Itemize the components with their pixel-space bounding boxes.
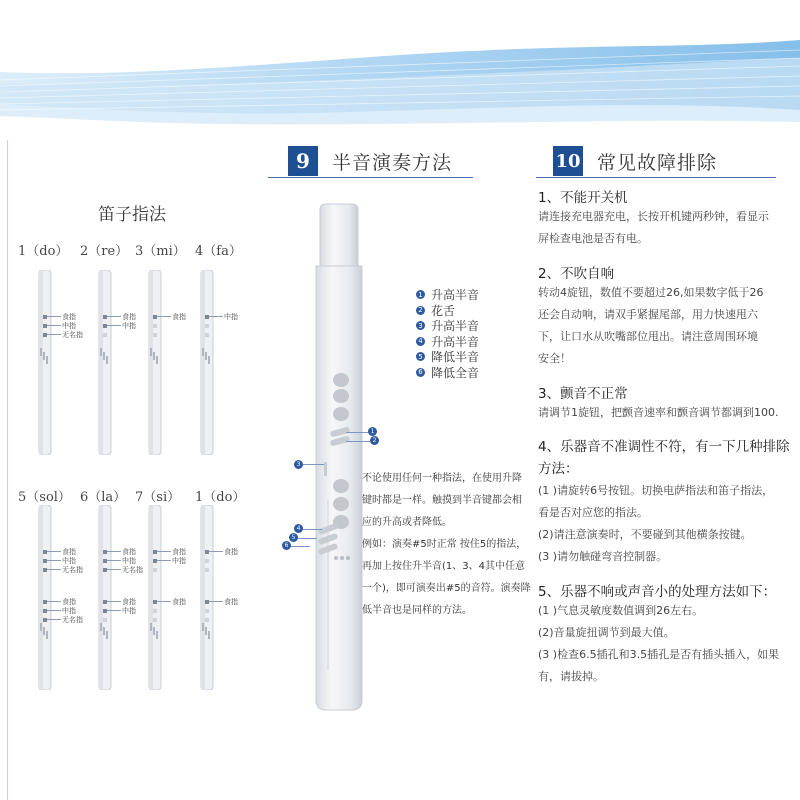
finger-label: 中指 bbox=[122, 557, 136, 565]
legend-item: 3 升高半音 bbox=[416, 318, 479, 334]
trouble-item: 5、乐器不响或声音小的处理方法如下： (1 )气息灵敏度数值调到26左右。 (2)音量旋扭调节到最大值。 (3 )检查6.5插孔和3.5插孔是否有插头插入，如果 有，请拔掉。 bbox=[538, 584, 780, 683]
tone-hole bbox=[333, 497, 349, 511]
label-leader bbox=[47, 601, 61, 602]
finger-label: 食指 bbox=[122, 313, 136, 321]
finger-label: 食指 bbox=[122, 598, 136, 606]
section-10-title: 常见故障排除 bbox=[597, 151, 718, 174]
label-leader bbox=[107, 610, 121, 611]
finger-label: 无名指 bbox=[62, 331, 83, 339]
legend-item: 5 降低半音 bbox=[416, 349, 479, 365]
label-leader bbox=[157, 551, 171, 552]
label-leader bbox=[209, 316, 223, 317]
marker-leader bbox=[288, 546, 310, 547]
legend-item: 4 升高半音 bbox=[416, 334, 479, 350]
note-label: 3（mi） bbox=[135, 244, 186, 259]
label-leader bbox=[107, 601, 121, 602]
semitone-legend bbox=[416, 287, 479, 380]
finger-label: 中指 bbox=[62, 607, 76, 615]
row1-note-labels bbox=[0, 240, 260, 258]
semitone-marker-4: 4 bbox=[294, 524, 303, 533]
finger-label: 食指 bbox=[122, 548, 136, 556]
marker-leader bbox=[295, 538, 317, 539]
finger-label: 食指 bbox=[224, 598, 238, 606]
fingering-title: 笛子指法 bbox=[98, 205, 166, 225]
finger-label: 中指 bbox=[62, 557, 76, 565]
finger-label: 中指 bbox=[172, 557, 186, 565]
label-leader bbox=[47, 551, 61, 552]
note-label: 1（do） bbox=[195, 490, 246, 505]
note-label: 6（la） bbox=[80, 490, 127, 505]
section-9-title: 半音演奏方法 bbox=[332, 151, 453, 174]
finger-hole bbox=[153, 609, 157, 613]
legend-item: 6 降低全音 bbox=[416, 365, 479, 381]
note-label: 5（sol） bbox=[18, 490, 71, 505]
finger-hole bbox=[153, 333, 157, 337]
finger-label: 中指 bbox=[62, 322, 76, 330]
label-leader bbox=[47, 619, 61, 620]
small-flute bbox=[197, 270, 217, 455]
trouble-item: 1、不能开关机 请连接充电器充电，长按开机键两秒钟，看显示 屏检查电池是否有电。 bbox=[538, 190, 769, 245]
semitone-marker-1: 1 bbox=[368, 427, 377, 436]
label-leader bbox=[157, 560, 171, 561]
label-leader bbox=[107, 316, 121, 317]
note-label: 2（re） bbox=[80, 244, 129, 259]
finger-label: 无名指 bbox=[62, 616, 83, 624]
left-margin-rule bbox=[7, 140, 8, 800]
finger-hole bbox=[153, 568, 157, 572]
section-9-header bbox=[288, 146, 452, 176]
troubleshooting-list bbox=[538, 186, 796, 688]
tone-hole bbox=[333, 389, 349, 403]
finger-hole bbox=[103, 618, 107, 622]
semitone-marker-2: 2 bbox=[370, 436, 379, 445]
small-flute bbox=[35, 505, 55, 690]
label-leader bbox=[47, 560, 61, 561]
header-wave-band bbox=[0, 0, 800, 150]
label-leader bbox=[47, 569, 61, 570]
semitone-marker-6: 6 bbox=[282, 541, 291, 550]
finger-hole bbox=[153, 618, 157, 622]
label-leader bbox=[107, 551, 121, 552]
tone-hole bbox=[333, 407, 349, 421]
trouble-item: 2、不吹自响 转动4旋钮，数值不要超过26,如果数字低于26 还会自动响，请双手紧握尾部，用力快速甩六 下，让口水从吹嘴部位甩出。请注意周围环境 安全！ bbox=[538, 266, 764, 365]
label-leader bbox=[157, 601, 171, 602]
finger-label: 无名指 bbox=[62, 566, 83, 574]
semitone-marker-3: 3 bbox=[294, 460, 303, 469]
finger-label: 食指 bbox=[62, 598, 76, 606]
label-leader bbox=[157, 316, 171, 317]
small-flute bbox=[95, 270, 115, 455]
finger-label: 食指 bbox=[172, 313, 186, 321]
marker-leader bbox=[300, 464, 324, 465]
tone-hole bbox=[333, 479, 349, 493]
label-leader bbox=[107, 560, 121, 561]
finger-hole bbox=[205, 568, 209, 572]
label-leader bbox=[47, 316, 61, 317]
finger-hole bbox=[153, 324, 157, 328]
big-flute-illustration bbox=[300, 200, 390, 720]
finger-label: 中指 bbox=[122, 607, 136, 615]
note-label: 7（si） bbox=[135, 490, 181, 505]
section-10-header bbox=[553, 146, 717, 176]
tone-hole bbox=[333, 373, 349, 387]
label-leader bbox=[107, 325, 121, 326]
trouble-item: 3、颤音不正常 请调节1旋钮，把颤音速率和颤音调节都调到100. bbox=[538, 386, 779, 419]
semitone-explanation: 不论使用任何一种指法，在使用升降 键时都是一样。触摸到半音键都会相 应的升高或者降低。 例如：演奏#5时正常 按住5的指法， 再加上按住升半音(1、3、4其中任意 一个)，即可演奏出#5的音符。演奏降 低半音也是同样的方法。 bbox=[362, 473, 531, 616]
finger-hole bbox=[205, 609, 209, 613]
finger-hole bbox=[205, 324, 209, 328]
label-leader bbox=[47, 325, 61, 326]
finger-hole bbox=[205, 333, 209, 337]
label-leader bbox=[47, 610, 61, 611]
marker-leader bbox=[346, 441, 370, 442]
semitone-marker-5: 5 bbox=[289, 533, 298, 542]
finger-hole bbox=[205, 618, 209, 622]
finger-label: 食指 bbox=[62, 313, 76, 321]
small-flute bbox=[35, 270, 55, 455]
finger-label: 食指 bbox=[172, 598, 186, 606]
finger-label: 中指 bbox=[224, 313, 238, 321]
label-leader bbox=[209, 601, 223, 602]
trouble-item: 4、乐器音不准调性不符，有一下几种排除方法： (1 )请旋转6号按钮。切换电萨指法和笛子指法， 看是否对应您的指法。 (2)请注意演奏时，不要碰到其他横条按键。 (3 )请勿触碰弯音控制器。 bbox=[538, 439, 790, 563]
note-label: 1（do） bbox=[18, 244, 69, 259]
section-9-number: 9 bbox=[288, 146, 318, 176]
small-flute bbox=[197, 505, 217, 690]
small-flute bbox=[145, 505, 165, 690]
legend-item: 2 花舌 bbox=[416, 303, 479, 319]
label-leader bbox=[47, 334, 61, 335]
finger-hole bbox=[205, 559, 209, 563]
label-leader bbox=[209, 551, 223, 552]
finger-label: 食指 bbox=[62, 548, 76, 556]
label-leader bbox=[107, 569, 121, 570]
note-label: 4（fa） bbox=[195, 244, 242, 259]
legend-item: 1 升高半音 bbox=[416, 287, 479, 303]
small-flute bbox=[145, 270, 165, 455]
marker-leader bbox=[300, 529, 322, 530]
finger-label: 无名指 bbox=[122, 566, 143, 574]
small-flute bbox=[95, 505, 115, 690]
section-10-number: 10 bbox=[553, 146, 583, 176]
section-9-underline bbox=[268, 177, 473, 178]
section-10-underline bbox=[536, 177, 776, 178]
finger-label: 中指 bbox=[122, 322, 136, 330]
marker-leader bbox=[346, 432, 370, 433]
row2-note-labels bbox=[0, 486, 260, 504]
finger-hole bbox=[103, 333, 107, 337]
finger-label: 食指 bbox=[224, 548, 238, 556]
finger-label: 食指 bbox=[172, 548, 186, 556]
